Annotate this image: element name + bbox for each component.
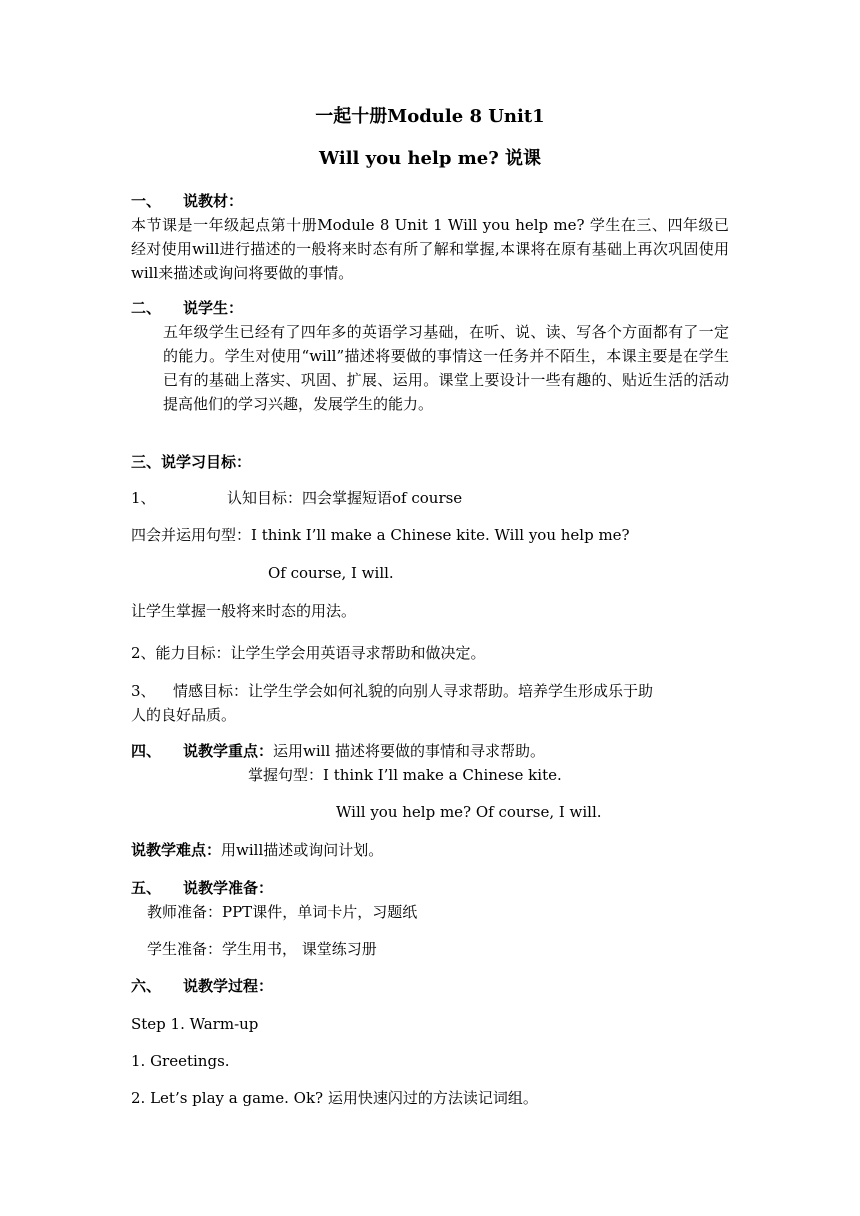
goal-1-number: 1、 <box>131 489 156 507</box>
goal-3-number: 3、 <box>131 682 156 700</box>
section-2-heading <box>131 296 243 320</box>
section-1-number: 一、 <box>131 192 162 210</box>
key-pattern: 掌握句型：I think I’ll make a Chinese kite. <box>248 766 562 784</box>
document-subtitle: Will you help me? 说课 <box>318 148 542 169</box>
section-3-heading: 三、说学习目标： <box>131 453 252 471</box>
section-2-body: 五年级学生已经有了四年多的英语学习基础，在听、说、读、写各个方面都有了一定的能力。学生对使用“will”描述将要做的事情这一任务并不陌生，本课主要是在学生已有的基础上落实、巩固、扩展、运用。课堂上要设计一些有趣的、贴近生活的活动提高他们的学习兴趣，发展学生的能力。 <box>163 323 729 413</box>
key-pattern-2: Will you help me? Of course, I will. <box>336 803 602 821</box>
section-5-title: 说教学准备： <box>183 879 274 897</box>
section-2-number: 二、 <box>131 299 162 317</box>
goal-1-tense: 让学生掌握一般将来时态的用法。 <box>131 602 357 620</box>
section-5-heading <box>131 876 273 900</box>
section-5-number: 五、 <box>131 879 162 897</box>
document-title: 一起十册Module 8 Unit1 <box>315 106 545 127</box>
section-2-title: 说学生： <box>183 299 244 317</box>
section-4-title: 说教学重点： <box>183 742 274 760</box>
goal-1-sentence: 四会并运用句型：I think I’ll make a Chinese kite. Will you help me? <box>131 526 630 544</box>
goal-2: 2、能力目标：让学生学会用英语寻求帮助和做决定。 <box>131 644 486 662</box>
goal-1-answer: Of course, I will. <box>268 564 394 582</box>
step-1: Step 1. Warm-up <box>131 1015 259 1033</box>
step-1-item-2: 2. Let’s play a game. Ok? 运用快速闪过的方法读记词组。 <box>131 1089 538 1107</box>
difficulty-text: 用will描述或询问计划。 <box>221 841 384 859</box>
section-1-heading <box>131 189 243 213</box>
section-1-title: 说教材： <box>183 192 244 210</box>
teacher-prep: 教师准备：PPT课件，单词卡片，习题纸 <box>147 903 418 921</box>
difficulty-label: 说教学难点： <box>131 841 222 859</box>
section-4-heading <box>131 739 545 763</box>
section-6-number: 六、 <box>131 977 162 995</box>
goal-3-line <box>131 679 653 703</box>
step-1-item-1: 1. Greetings. <box>131 1052 230 1070</box>
section-6-heading <box>131 974 273 998</box>
section-6-title: 说教学过程： <box>183 977 274 995</box>
goal-3-text: 情感目标：让学生学会如何礼貌的向别人寻求帮助。培养学生形成乐于助 <box>173 682 654 700</box>
student-prep: 学生准备：学生用书， 课堂练习册 <box>147 940 377 958</box>
goal-3-text-cont: 人的良好品质。 <box>131 706 237 724</box>
section-4-number: 四、 <box>131 742 162 760</box>
section-1-body: 本节课是一年级起点第十册Module 8 Unit 1 Will you help me? 学生在三、四年级已经对使用will进行描述的一般将来时态有所了解和掌握,本课将在原有基础上再次巩固使用will来描述或询问将要做的事情。 <box>131 216 729 282</box>
goal-1-text: 认知目标：四会掌握短语of course <box>227 489 463 507</box>
goal-1-line <box>131 486 462 510</box>
section-4-text: 运用will 描述将要做的事情和寻求帮助。 <box>273 742 546 760</box>
difficulty-line <box>131 838 383 862</box>
